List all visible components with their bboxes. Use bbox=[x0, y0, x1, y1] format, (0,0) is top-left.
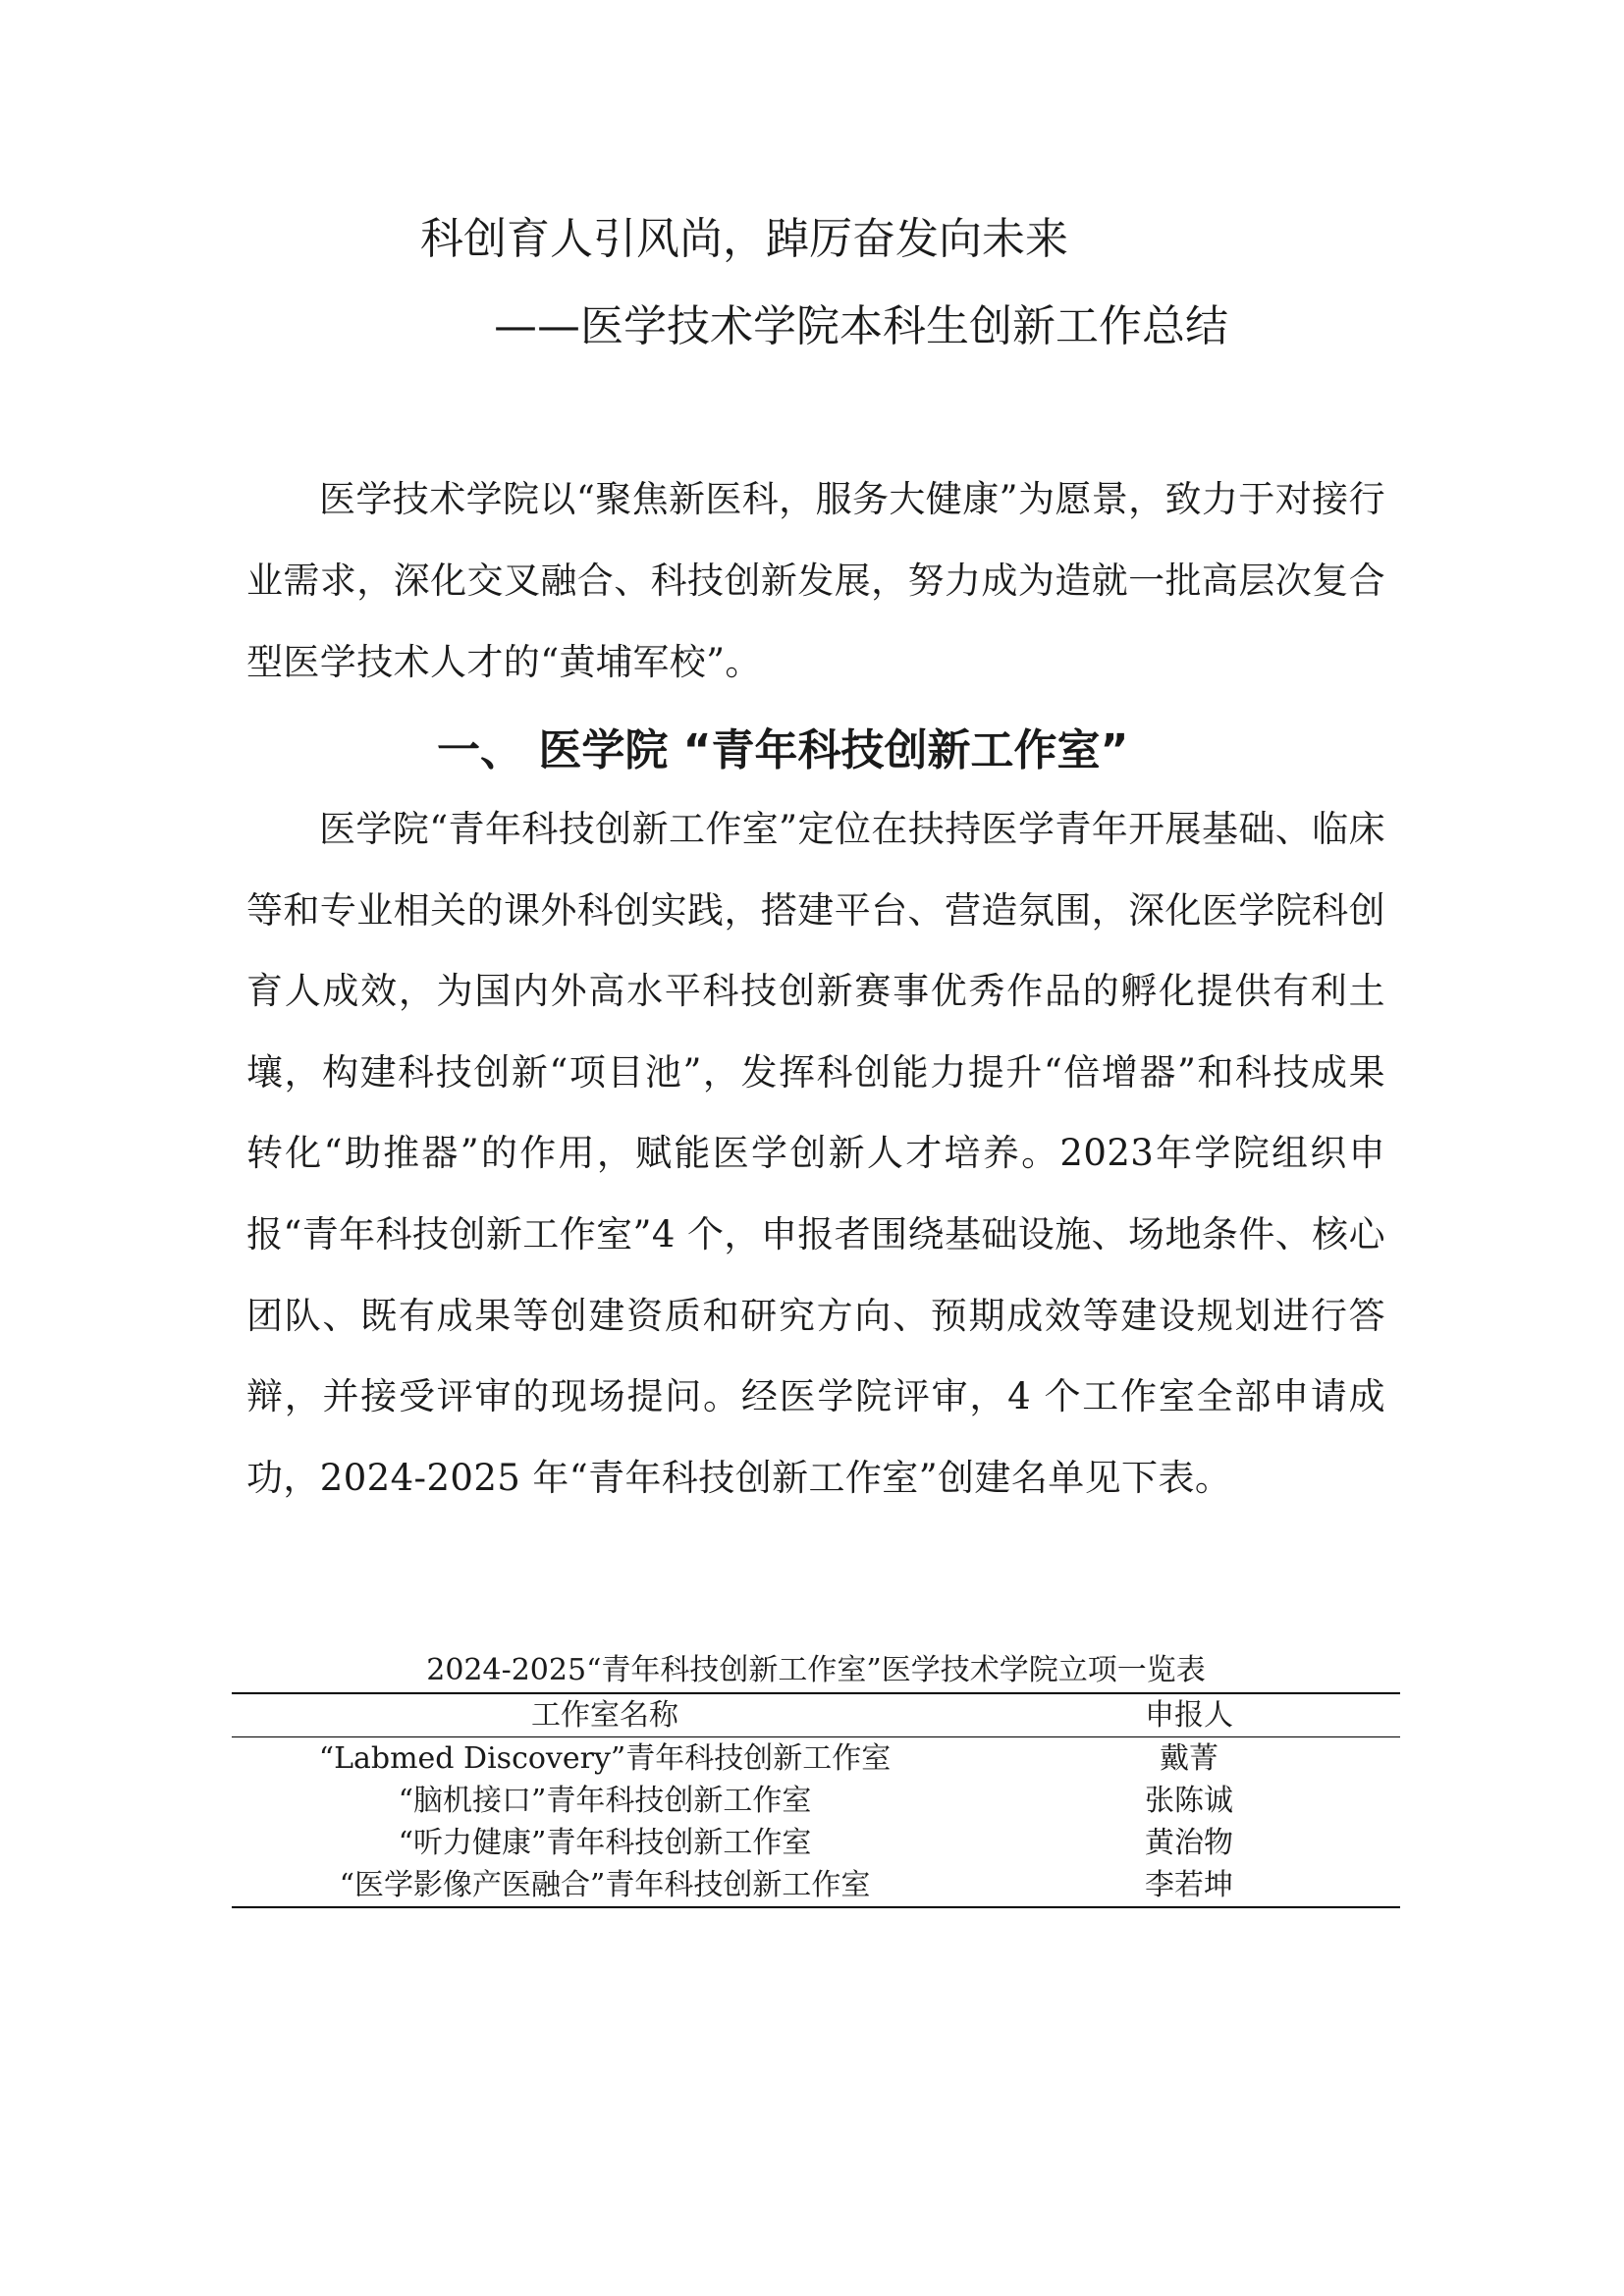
studio-name-cell: “Labmed Discovery”青年科技创新工作室 bbox=[318, 1741, 892, 1776]
header-studio-name: 工作室名称 bbox=[531, 1698, 678, 1733]
section-body-paragraph: 医学院“青年科技创新工作室”定位在扶持医学青年开展基础、临床等和专业相关的课外科创实践，搭建平台、营造氛围，深化医学院科创育人成效，为国内外高水平科技创新赛事优秀作品的孵化提供有利土壤，构建科技创新“项目池”，发挥科创能力提升“倍增器”和科技成果转化“助推器”的作用，赋能医学创新人才培养。2023年学院组织申报“青年科技创新工作室”4 个，申报者围绕基础设施、场地条件、核心团队、既有成果等创建资质和研究方向、预期成效等建设规划进行答辩，并接受评审的现场提问。经医学院评审，4 个工作室全部申请成功，2024-2025 年“青年科技创新工作室”创建名单见下表。 bbox=[246, 808, 1385, 1499]
studio-name-cell: “医学影像产医融合”青年科技创新工作室 bbox=[339, 1868, 871, 1902]
studio-name-cell: “听力健康”青年科技创新工作室 bbox=[398, 1826, 812, 1860]
applicant-cell: 黄治物 bbox=[1145, 1826, 1233, 1860]
intro-paragraph: 医学技术学院以“聚焦新医科，服务大健康”为愿景，致力于对接行业需求，深化交叉融合、科技创新发展，努力成为造就一批高层次复合型医学技术人才的“黄埔军校”。 bbox=[246, 478, 1385, 683]
studio-name-cell: “脑机接口”青年科技创新工作室 bbox=[398, 1784, 812, 1818]
header-applicant: 申报人 bbox=[1145, 1698, 1233, 1733]
table-row bbox=[232, 1822, 1400, 1864]
applicant-cell: 戴菁 bbox=[1160, 1741, 1218, 1776]
section-heading: 一、 医学院 “青年科技创新工作室” bbox=[437, 725, 1129, 775]
document-title: 科创育人引风尚，踔厉奋发向未来 bbox=[420, 214, 1068, 264]
table-row bbox=[232, 1737, 1400, 1781]
table-caption: 2024-2025“青年科技创新工作室”医学技术学院立项一览表 bbox=[426, 1653, 1206, 1687]
document-subtitle: ——医学技术学院本科生创新工作总结 bbox=[494, 301, 1228, 351]
table-row bbox=[232, 1780, 1400, 1822]
applicant-cell: 张陈诚 bbox=[1145, 1784, 1233, 1818]
studio-table bbox=[232, 1692, 1400, 1908]
applicant-cell: 李若坤 bbox=[1145, 1868, 1233, 1902]
table-header-row bbox=[232, 1693, 1400, 1737]
table-row bbox=[232, 1864, 1400, 1907]
